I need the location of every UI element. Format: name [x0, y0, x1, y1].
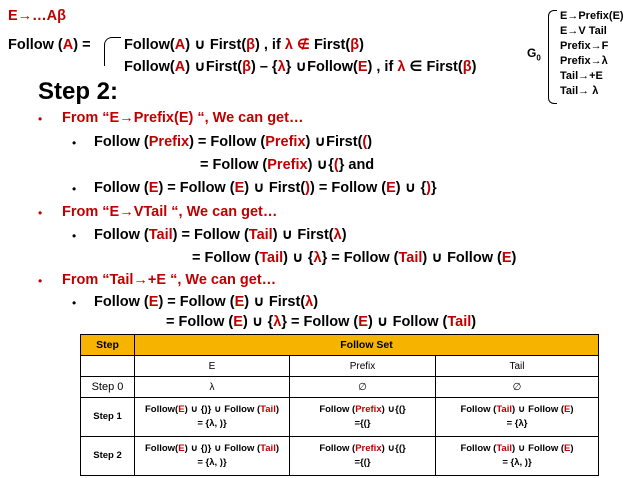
t: )	[570, 443, 574, 454]
section-heading: From “Tail→+E “, We can get…	[62, 272, 277, 288]
follow-tail-cell	[436, 398, 599, 437]
bullet: •	[72, 182, 77, 196]
derivation-line	[94, 180, 437, 196]
follow-e-cell: λ	[135, 377, 290, 398]
bullet: •	[72, 296, 77, 310]
t: )	[426, 180, 431, 196]
t	[436, 442, 598, 456]
t: } = Follow (	[281, 314, 359, 330]
t: = {λ, )}	[502, 457, 532, 468]
t: E	[233, 314, 243, 330]
bullet: •	[72, 136, 77, 150]
t: Follow(	[144, 443, 179, 454]
t: E	[148, 294, 159, 310]
t: ) ∪ Follow (	[367, 314, 448, 330]
t: ) , if	[255, 37, 285, 53]
t	[436, 403, 598, 417]
t: ) = Follow (	[158, 180, 235, 196]
col-step-header: Step	[81, 335, 135, 356]
follow-e-cell	[135, 437, 290, 476]
step-cell: Step 2	[81, 437, 135, 476]
derivation-line	[192, 250, 516, 266]
t: )	[275, 443, 280, 454]
t: ={(}	[354, 418, 371, 429]
t: λ ∉	[284, 37, 310, 53]
t: E	[564, 443, 571, 454]
t: Follow (	[319, 404, 356, 415]
t: Tail	[148, 227, 173, 243]
t: ) ∪ {	[395, 180, 427, 196]
t: ) ∪ Follow (	[422, 250, 502, 266]
rule-one	[124, 37, 364, 53]
t: ) ∪ First(	[244, 180, 306, 196]
t: ) ∪{(}	[381, 404, 406, 415]
grammar-brace	[548, 10, 557, 104]
bullet: •	[38, 274, 43, 288]
t: Prefix	[267, 157, 308, 173]
t: Follow (	[94, 180, 149, 196]
t: )	[275, 404, 280, 415]
t: = Follow (	[192, 250, 260, 266]
section-heading: From “E→Prefix(E) “, We can get…	[62, 110, 304, 126]
t: Follow (	[460, 443, 497, 454]
production-heading: E→…Aβ	[8, 8, 66, 24]
t: Follow (	[319, 443, 356, 454]
t: Tail	[496, 404, 512, 415]
t: E	[178, 443, 185, 454]
t: Tail	[259, 250, 284, 266]
t: } and	[338, 157, 375, 173]
derivation-line	[94, 294, 318, 310]
grammar-rule: Tail→+E	[560, 70, 603, 82]
derivation-line	[94, 134, 372, 150]
derivation-line	[200, 157, 374, 173]
t: λ	[273, 314, 282, 330]
t: ) = Follow (	[189, 134, 266, 150]
t: E	[386, 180, 396, 196]
t: A	[174, 37, 186, 53]
table-subheader-row	[81, 356, 599, 377]
t: Prefix	[355, 404, 382, 415]
t: A	[174, 59, 186, 75]
follow-a-label	[8, 37, 91, 53]
t: β	[350, 37, 360, 53]
follow-prefix-cell	[290, 398, 436, 437]
t: ) ∪First(	[185, 59, 243, 75]
t: First(	[309, 37, 351, 53]
grammar-rule: E→Prefix(E)	[560, 10, 624, 22]
t: )	[305, 180, 310, 196]
follow-set-table	[80, 334, 599, 476]
t: λ	[397, 59, 406, 75]
t: Tail	[260, 404, 276, 415]
t: ) ∪ First(	[185, 37, 247, 53]
table-row	[81, 398, 599, 437]
step-cell: Step 0	[81, 377, 135, 398]
t	[135, 403, 289, 417]
t: }	[430, 180, 437, 196]
t: ) ∪ First(	[244, 294, 306, 310]
t	[135, 442, 289, 456]
t: ) – {	[250, 59, 278, 75]
grammar-rule: E→V Tail	[560, 25, 607, 37]
t: (	[362, 134, 368, 150]
t: Tail	[496, 443, 512, 454]
grammar-rule: Prefix→F	[560, 40, 609, 52]
t: ={(}	[354, 457, 371, 468]
t: )	[359, 37, 364, 53]
t: E	[501, 250, 512, 266]
t: Follow(	[144, 404, 179, 415]
t: G	[527, 46, 537, 60]
t: E	[178, 404, 185, 415]
table-row	[81, 437, 599, 476]
step-cell: Step 1	[81, 398, 135, 437]
t: )	[570, 404, 574, 415]
t: = Follow (	[166, 314, 234, 330]
t: ) ∪ {)} ∪ Follow (	[184, 404, 261, 415]
t: = {λ, )}	[197, 418, 227, 429]
t: 0	[536, 53, 541, 63]
t: ) = Follow (	[172, 227, 249, 243]
t: ) ∪ {	[283, 250, 314, 266]
t: Tail	[398, 250, 423, 266]
t: E	[148, 180, 159, 196]
t	[290, 442, 435, 456]
t: E	[564, 404, 571, 415]
bullet: •	[38, 112, 43, 126]
subheader-tail: Tail	[436, 356, 599, 377]
subheader-prefix: Prefix	[290, 356, 436, 377]
t: ) ∪ Follow (	[512, 443, 565, 454]
grammar-rule: Tail→ λ	[560, 85, 599, 97]
t: (	[333, 157, 339, 173]
t: } = Follow (	[321, 250, 399, 266]
t: Follow(	[124, 59, 175, 75]
t: E	[234, 294, 245, 310]
col-follow-header: Follow Set	[135, 335, 599, 356]
t: )	[471, 314, 477, 330]
follow-tail-cell: ∅	[436, 377, 599, 398]
t: )	[341, 227, 347, 243]
t: = Follow (	[200, 157, 268, 173]
subheader-e: E	[135, 356, 290, 377]
t: λ	[333, 227, 342, 243]
t: Tail	[447, 314, 472, 330]
t: )	[313, 294, 319, 310]
t: ) = Follow (	[310, 180, 387, 196]
derivation-line	[166, 314, 476, 330]
t: Tail	[248, 227, 273, 243]
follow-tail-cell	[436, 437, 599, 476]
section-heading: From “E→VTail “, We can get…	[62, 204, 278, 220]
t: Follow (	[94, 227, 149, 243]
derivation-line	[94, 227, 347, 243]
table-header-row	[81, 335, 599, 356]
t: )	[511, 250, 517, 266]
t: β	[242, 59, 251, 75]
grammar-label	[527, 46, 541, 62]
follow-prefix-cell: ∅	[290, 377, 436, 398]
t: )	[367, 134, 373, 150]
t: Prefix	[355, 443, 382, 454]
t: E	[234, 180, 245, 196]
t	[290, 403, 435, 417]
t: Follow (	[94, 294, 149, 310]
empty-cell	[81, 356, 135, 377]
t: )	[471, 59, 477, 75]
t: λ	[305, 294, 314, 310]
step-title: Step 2:	[38, 78, 119, 105]
follow-prefix-cell	[290, 437, 436, 476]
table-row	[81, 377, 599, 398]
t: ) ∪ {	[242, 314, 274, 330]
t: Tail	[260, 443, 276, 454]
t: ∈ First(	[405, 59, 463, 75]
t: ) ∪{(}	[381, 443, 406, 454]
t: ) , if	[367, 59, 398, 75]
bullet: •	[38, 206, 43, 220]
t: = {λ, )}	[197, 457, 227, 468]
t: Follow(	[124, 37, 175, 53]
t: } ∪Follow(	[285, 59, 358, 75]
text: A	[62, 37, 74, 53]
t: Prefix	[265, 134, 306, 150]
t: E	[357, 59, 368, 75]
text: ) =	[73, 37, 91, 53]
t: = {λ}	[506, 418, 528, 429]
t: Follow (	[94, 134, 149, 150]
t: Follow (	[460, 404, 497, 415]
t: E	[358, 314, 368, 330]
t: β	[246, 37, 256, 53]
t: ) ∪ First(	[272, 227, 334, 243]
t: λ	[277, 59, 286, 75]
t: β	[462, 59, 472, 75]
t: Prefix	[148, 134, 190, 150]
t: ) ∪First(	[305, 134, 363, 150]
t: ) ∪ Follow (	[512, 404, 565, 415]
t: ) ∪ {)} ∪ Follow (	[184, 443, 261, 454]
bullet: •	[72, 229, 77, 243]
rule-two	[124, 59, 476, 75]
t: ) ∪{	[307, 157, 334, 173]
t: ) = Follow (	[158, 294, 235, 310]
grammar-rule: Prefix→λ	[560, 55, 608, 67]
follow-e-cell	[135, 398, 290, 437]
t: λ	[313, 250, 322, 266]
text: Follow (	[8, 37, 63, 53]
definition-brace	[104, 37, 121, 66]
